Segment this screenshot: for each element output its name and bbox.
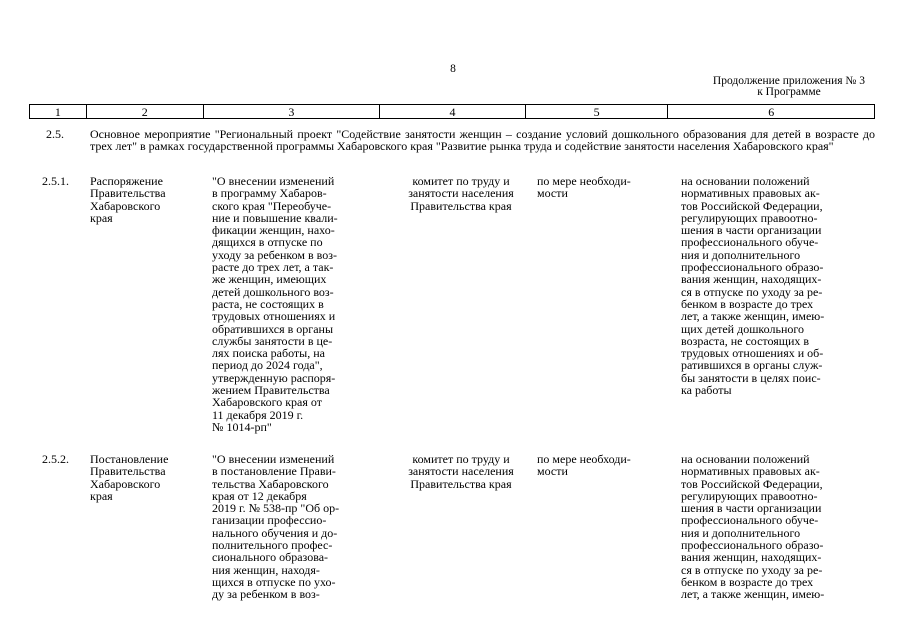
table-header-row xyxy=(29,104,875,119)
row-number: 2.5.2. xyxy=(42,452,69,466)
page-number: 8 xyxy=(450,63,456,75)
row-basis: на основании положений нормативных правовых ак- тов Российской Федерации, регулирующих правоотно- шения в части организации профессионального обуче- ния и дополнительного профессионального образо- вания женщин, находящих- ся в отпуске по уходу за ре- бенком в возрасте до трех лет, а также женщин, имею- xyxy=(681,452,825,602)
row-executor: комитет по труду и занятости населения Правительства края xyxy=(408,174,514,213)
row-number: 2.5.1. xyxy=(42,174,69,188)
appendix-caption xyxy=(713,76,865,98)
section-number: 2.5. xyxy=(46,127,64,141)
appendix-line-2: к Программе xyxy=(757,86,821,98)
column-header-2: 2 xyxy=(87,105,204,118)
row-document-type: Постановление Правительства Хабаровского края xyxy=(90,452,169,503)
row-term: по мере необходи- мости xyxy=(537,174,631,201)
row-document-name: "О внесении изменений в программу Хабаров- ского края "Переобуче- ние и повышение квали- фикации женщин, нахо- дящихся в отпуске по уходу за ребенком в воз- расте до трех лет, а так- же женщин, имеющих детей дошкольного воз- раста, не состоящих в трудовых отношениях и обратившихся в органы службы занятости в це- лях поиска работы, на период до 2024 года", утвержденную распоря- жением Правительства Хабаровского края от 11 декабря 2019 г. № 1014-рп" xyxy=(212,174,338,434)
row-executor: комитет по труду и занятости населения Правительства края xyxy=(408,452,514,491)
column-header-4: 4 xyxy=(380,105,526,118)
row-basis: на основании положений нормативных правовых ак- тов Российской Федерации, регулирующих правоотно- шения в части организации профессионального обуче- ния и дополнительного профессионального образо- вания женщин, находящих- ся в отпуске по уходу за ре- бенком в возрасте до трех лет, а также женщин, имею- щих детей дошкольного возраста, не состоящих в трудовых отношениях и об- ратившихся в органы служ- бы занятости в целях поис- ка работы xyxy=(681,174,825,398)
row-term: по мере необходи- мости xyxy=(537,452,631,479)
column-header-5: 5 xyxy=(526,105,669,118)
row-document-name: "О внесении изменений в постановление Прави- тельства Хабаровского края от 12 декабря 2019 г. № 538-пр "Об ор- ганизации профессио- нального обучения и до- полнительного профес- сионального образова- ния женщин, находя- щихся в отпуске по ухо- ду за ребенком в воз- xyxy=(212,452,340,602)
section-title: Основное мероприятие "Региональный проект "Содействие занятости женщин – создание условий дошкольного образования для детей в возрасте до трех лет" в рамках государственной программы Хабаровского края "Развитие рынка труда и содействие занятости населения Хабаровского края" xyxy=(90,127,875,154)
column-header-6: 6 xyxy=(768,105,775,119)
appendix-line-1: Продолжение приложения № 3 xyxy=(712,75,865,87)
row-document-type: Распоряжение Правительства Хабаровского края xyxy=(90,174,166,225)
column-header-1: 1 xyxy=(30,105,87,118)
column-header-3: 3 xyxy=(204,105,381,118)
